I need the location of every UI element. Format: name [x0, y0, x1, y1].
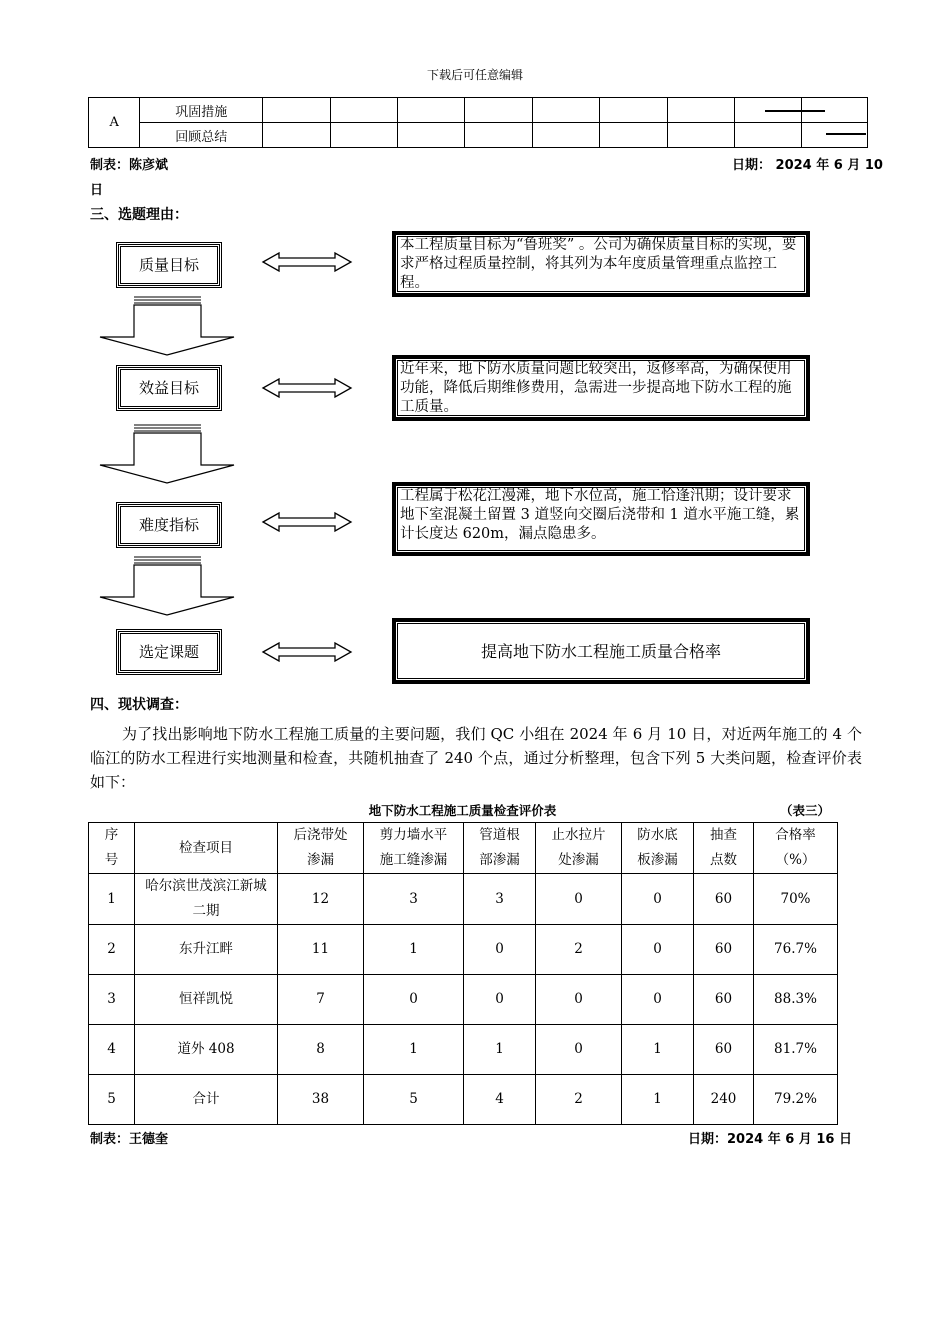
topic-box: 提高地下防水工程施工质量合格率	[392, 618, 810, 684]
table-cell: 60	[694, 874, 754, 925]
table-cell: 道外 408	[135, 1025, 278, 1075]
down-arrow-icon	[100, 297, 234, 355]
table-header-row	[89, 823, 838, 874]
table-cell: 1	[364, 925, 464, 975]
table-maker: 制表：陈彦斌	[90, 158, 169, 173]
table-cell: 0	[622, 874, 694, 925]
table-date: 日期： 2024 年 6 月 10	[732, 158, 883, 173]
survey-paragraph: 为了找出影响地下防水工程施工质量的主要问题，我们 QC 小组在 2024 年 6 月 10 日，对近两年施工的 4 个临江的防水工程进行实地测量和检查，共随机抽查了 240 个点，通过分析整理，包含下列 5 大类问题，检查评价表如下：	[90, 725, 862, 791]
table-cell: 60	[694, 1025, 754, 1075]
table-cell: 60	[694, 975, 754, 1025]
table-cell: 4	[89, 1025, 135, 1075]
reason-box: 近年来，地下防水质量问题比较突出，返修率高，为确保使用功能，降低后期维修费用，急需进一步提高地下防水工程的施工质量。	[392, 355, 810, 421]
reason-box: 工程属于松花江漫滩，地下水位高，施工恰逢汛期；设计要求地下室混凝土留置 3 道竖向交圈后浇带和 1 道水平施工缝，累计长度达 620m，漏点隐患多。	[392, 482, 810, 556]
double-arrow-icon	[263, 643, 351, 661]
table-cell: 0	[536, 975, 622, 1025]
flow-box: 难度指标	[118, 504, 220, 546]
flow-box: 质量目标	[118, 244, 220, 286]
table-cell: 12	[278, 874, 364, 925]
table-cell: 0	[464, 925, 536, 975]
table-cell: 3	[364, 874, 464, 925]
table-cell: 7	[278, 975, 364, 1025]
evaluation-table	[88, 822, 838, 1125]
column-header: 防水底 板渗漏	[622, 823, 694, 874]
down-arrow-icon	[100, 557, 234, 615]
column-header: 序 号	[89, 823, 135, 874]
table-cell: 3	[464, 874, 536, 925]
table-date-wrap: 日	[90, 183, 104, 198]
column-header: 后浇带处 渗漏	[278, 823, 364, 874]
table-cell: 79.2%	[754, 1075, 838, 1125]
table-cell: 0	[364, 975, 464, 1025]
table-cell: 8	[278, 1025, 364, 1075]
table-cell: 0	[622, 925, 694, 975]
table-row	[89, 874, 838, 925]
double-arrow-icon	[263, 513, 351, 531]
table-date: 日期：2024 年 6 月 16 日	[688, 1132, 852, 1147]
down-arrow-icon	[100, 425, 234, 483]
table-cell: 38	[278, 1075, 364, 1125]
table-cell: 哈尔滨世茂滨江新城二期	[135, 874, 278, 925]
table-cell: 11	[278, 925, 364, 975]
table-cell: 2	[89, 925, 135, 975]
table-row	[89, 975, 838, 1025]
table-cell: 5	[364, 1075, 464, 1125]
table-cell: 0	[536, 1025, 622, 1075]
flow-box: 选定课题	[118, 631, 220, 673]
table-cell: 恒祥凯悦	[135, 975, 278, 1025]
table-cell: 东升江畔	[135, 925, 278, 975]
column-header: 合格率 （%）	[754, 823, 838, 874]
section-title: 三、选题理由：	[90, 207, 188, 223]
schedule-row-label: 回顾总结	[140, 123, 263, 148]
table-cell: 合计	[135, 1075, 278, 1125]
table-title: 地下防水工程施工质量检查评价表	[368, 803, 557, 818]
table-cell: 1	[89, 874, 135, 925]
table-number: （表三）	[780, 803, 831, 818]
column-header: 管道根 部渗漏	[464, 823, 536, 874]
table-cell: 2	[536, 925, 622, 975]
table-row	[89, 925, 838, 975]
reason-box: 本工程质量目标为“鲁班奖” 。公司为确保质量目标的实现，要求严格过程质量控制，将其列为本年度质量管理重点监控工程。	[392, 231, 810, 297]
table-cell: 0	[622, 975, 694, 1025]
table-cell: 1	[464, 1025, 536, 1075]
flow-box: 效益目标	[118, 367, 220, 409]
column-header: 剪力墙水平 施工缝渗漏	[364, 823, 464, 874]
table-cell: 60	[694, 925, 754, 975]
column-header: 止水拉片 处渗漏	[536, 823, 622, 874]
table-maker: 制表：王德奎	[90, 1132, 169, 1147]
column-header: 抽查 点数	[694, 823, 754, 874]
schedule-group-label: A	[89, 98, 140, 148]
table-cell: 70%	[754, 874, 838, 925]
table-cell: 88.3%	[754, 975, 838, 1025]
column-header: 检查项目	[135, 823, 278, 874]
table-cell: 3	[89, 975, 135, 1025]
header-note: 下载后可任意编辑	[426, 68, 523, 82]
section-title: 四、现状调查：	[90, 697, 188, 713]
table-cell: 81.7%	[754, 1025, 838, 1075]
table-cell: 76.7%	[754, 925, 838, 975]
table-cell: 1	[364, 1025, 464, 1075]
table-cell: 2	[536, 1075, 622, 1125]
double-arrow-icon	[263, 379, 351, 397]
table-row	[89, 1075, 838, 1125]
table-cell: 0	[536, 874, 622, 925]
table-cell: 0	[464, 975, 536, 1025]
double-arrow-icon	[263, 253, 351, 271]
table-cell: 240	[694, 1075, 754, 1125]
schedule-row-label: 巩固措施	[140, 98, 263, 123]
table-cell: 1	[622, 1075, 694, 1125]
table-cell: 5	[89, 1075, 135, 1125]
table-cell: 1	[622, 1025, 694, 1075]
table-row	[89, 1025, 838, 1075]
table-cell: 4	[464, 1075, 536, 1125]
